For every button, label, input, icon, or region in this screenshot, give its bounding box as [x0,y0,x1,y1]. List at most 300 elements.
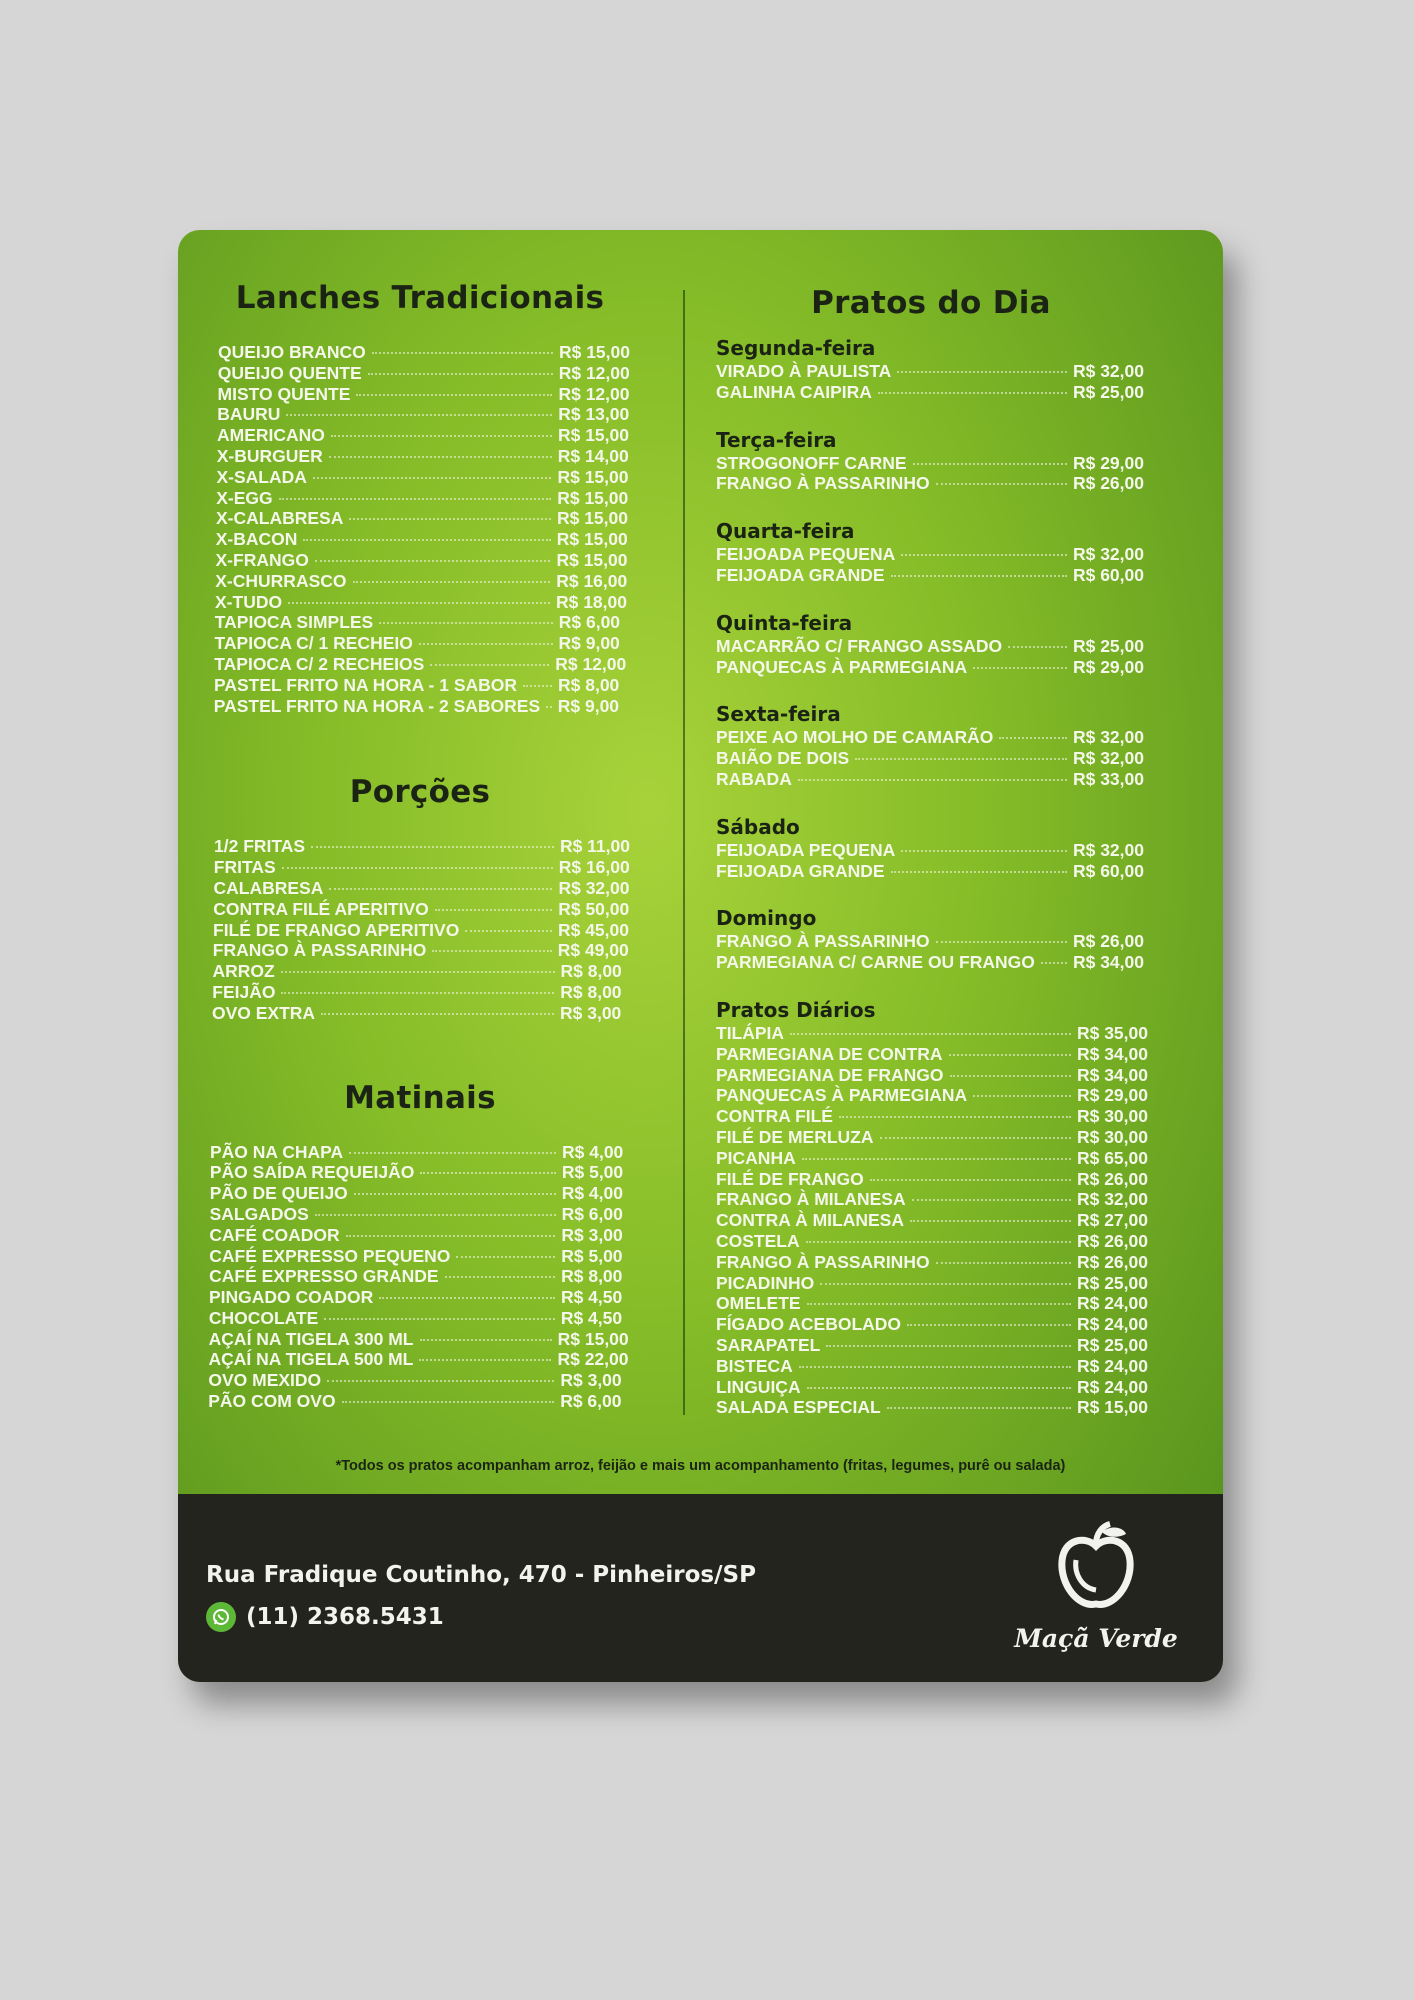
item-name: TAPIOCA C/ 2 RECHEIOS [214,653,425,674]
dotted-leader [880,1137,1071,1139]
weekday-dishes [716,335,1186,973]
dotted-leader [891,871,1067,873]
item-name: CONTRA FILÉ APERITIVO [213,898,429,919]
menu-item [716,565,1144,586]
dotted-leader [901,554,1067,556]
menu-item [209,1287,629,1308]
menu-item [716,952,1144,973]
dotted-leader [432,950,551,952]
item-name: FEIJOADA PEQUENA [716,839,896,860]
dotted-leader [331,435,552,437]
item-price: R$ 15,00 [1076,1397,1148,1418]
item-name: BISTECA [716,1355,793,1376]
item-name: X-TUDO [215,591,283,612]
item-price: R$ 30,00 [1076,1106,1148,1127]
matinais-list [210,1142,630,1412]
dotted-leader [342,1401,555,1403]
dotted-leader [354,1193,556,1195]
item-price: R$ 24,00 [1076,1293,1148,1314]
item-price: R$ 16,00 [558,857,630,878]
item-price: R$ 32,00 [1076,1189,1148,1210]
item-price: R$ 12,00 [555,653,627,674]
menu-item [212,982,628,1003]
item-price: R$ 26,00 [1076,1230,1148,1251]
item-name: FILÉ DE MERLUZA [716,1126,874,1147]
item-name: RABADA [716,768,792,789]
address: Rua Fradique Coutinho, 470 - Pinheiros/SP [206,1562,756,1588]
item-price: R$ 8,00 [561,1266,623,1287]
menu-item [209,1329,629,1350]
dotted-leader [891,575,1067,577]
dotted-leader [820,1283,1071,1285]
item-price: R$ 15,00 [557,425,629,446]
menu-item [210,1183,630,1204]
item-name: COSTELA [716,1230,800,1251]
item-name: FRITAS [213,857,276,878]
item-name: PÃO COM OVO [208,1391,336,1412]
item-price: R$ 11,00 [559,836,630,857]
day-title: Sábado [716,814,800,839]
item-name: PEIXE AO MOLHO DE CAMARÃO [716,727,994,748]
item-price: R$ 16,00 [556,570,628,591]
dotted-leader [910,1220,1071,1222]
menu-item [208,1391,628,1412]
item-name: LINGUIÇA [716,1376,801,1397]
matinais-section [210,1080,630,1412]
item-name: TAPIOCA SIMPLES [214,612,374,633]
item-price: R$ 32,00 [1072,748,1144,769]
menu-item [716,1189,1148,1210]
item-price: R$ 9,00 [557,695,620,716]
dotted-leader [1008,646,1067,648]
menu-item [716,636,1144,657]
item-name: MISTO QUENTE [217,383,351,404]
day-block [716,427,1186,495]
day-block [716,814,1186,882]
phone-row [206,1602,444,1632]
item-price: R$ 18,00 [555,591,627,612]
dotted-leader [379,622,553,624]
item-name: SALGADOS [209,1203,309,1224]
dotted-leader [936,941,1067,943]
item-price: R$ 15,00 [556,549,628,570]
item-name: TAPIOCA C/ 1 RECHEIO [214,633,413,654]
item-price: R$ 15,00 [556,529,628,550]
item-price: R$ 9,00 [558,633,620,654]
dotted-leader [949,1054,1071,1056]
dotted-leader [913,463,1067,465]
item-name: CAFÉ COADOR [209,1224,340,1245]
item-name: FEIJOADA GRANDE [716,860,885,881]
dotted-leader [799,1366,1071,1368]
menu-item [214,675,626,696]
menu-item [213,940,629,961]
item-price: R$ 27,00 [1076,1210,1148,1231]
dotted-leader [465,930,552,932]
item-price: R$ 4,50 [560,1287,623,1308]
dotted-leader [807,1387,1071,1389]
menu-item [716,1231,1148,1252]
day-block [716,905,1186,973]
item-name: FILÉ DE FRANGO APERITIVO [213,919,460,940]
dotted-leader [855,758,1067,760]
item-name: PICANHA [716,1147,796,1168]
menu-item [716,1397,1148,1418]
dotted-leader [379,1297,555,1299]
dotted-leader [372,352,553,354]
menu-item [716,544,1144,565]
lanches-list [213,342,630,716]
dotted-leader [281,992,554,994]
item-price: R$ 49,00 [557,940,629,961]
menu-item [716,1148,1148,1169]
item-price: R$ 15,00 [558,342,630,362]
item-name: SALADA ESPECIAL [716,1397,881,1418]
dotted-leader [420,1339,552,1341]
dotted-leader [288,602,550,604]
item-price: R$ 26,00 [1072,931,1144,952]
dotted-leader [973,1095,1071,1097]
dotted-leader [878,392,1067,394]
item-price: R$ 50,00 [558,898,630,919]
menu-item [716,840,1144,861]
menu-item [210,1204,630,1225]
menu-item [716,453,1144,474]
pratos-diarios-title: Pratos Diários [716,997,876,1022]
item-name: PÃO SAÍDA REQUEIJÃO [209,1162,415,1183]
brand-name: Maçã Verde [1014,1624,1178,1653]
item-name: FÍGADO ACEBOLADO [716,1314,902,1335]
day-items [716,727,1186,789]
menu-item [209,1225,629,1246]
dotted-leader [999,737,1067,739]
day-items [716,931,1186,973]
menu-item [716,1377,1148,1398]
pratos-diarios-list [716,1023,1186,1418]
menu-item [716,361,1144,382]
matinais-title: Matinais [344,1079,496,1116]
menu-item [214,696,626,717]
menu-item [716,1293,1148,1314]
item-name: X-FRANGO [215,549,309,570]
porcoes-section [210,774,630,1023]
item-name: PARMEGIANA DE FRANGO [716,1064,944,1085]
menu-item [716,861,1144,882]
item-name: OVO MEXIDO [208,1370,322,1391]
menu-item [218,342,630,363]
dotted-leader [368,373,553,375]
dotted-leader [329,888,552,890]
menu-item [716,473,1144,494]
dotted-leader [936,1262,1071,1264]
dotted-leader [315,1214,556,1216]
phone-number[interactable]: (11) 2368.5431 [246,1604,444,1630]
day-items [716,544,1186,586]
menu-item [716,1314,1148,1335]
item-name: FRANGO À PASSARINHO [716,931,930,952]
item-name: SARAPATEL [716,1334,821,1355]
menu-item [209,1266,629,1287]
menu-item [716,1085,1148,1106]
item-price: R$ 3,00 [560,1370,622,1391]
pratos-diarios-section [716,997,1186,1418]
day-title: Sexta-feira [716,702,841,727]
dotted-leader [430,664,549,666]
menu-item [217,467,629,488]
menu-item [213,920,629,941]
dotted-leader [303,539,550,541]
item-name: AÇAÍ NA TIGELA 300 ML [208,1328,414,1349]
menu-item [218,384,630,405]
menu-item [214,836,630,857]
item-price: R$ 29,00 [1072,656,1144,677]
day-items [716,361,1186,403]
item-name: BAIÃO DE DOIS [716,748,850,769]
menu-item [215,633,627,654]
dotted-leader [973,667,1067,669]
item-name: STROGONOFF CARNE [716,452,907,473]
lanches-section [210,280,630,716]
menu-item [716,931,1144,952]
item-name: X-BURGUER [216,445,323,466]
item-price: R$ 25,00 [1072,635,1144,656]
menu-item [716,1210,1148,1231]
item-price: R$ 13,00 [558,404,630,425]
item-price: R$ 32,00 [1072,361,1144,381]
item-name: PANQUECAS À PARMEGIANA [716,1085,968,1106]
item-price: R$ 24,00 [1076,1376,1148,1397]
item-name: VIRADO À PAULISTA [716,361,892,381]
menu-item [716,1106,1148,1127]
day-title: Quinta-feira [716,610,853,635]
dotted-leader [897,371,1067,373]
lanches-title: Lanches Tradicionais [235,280,605,316]
dotted-leader [349,1152,556,1154]
item-name: X-EGG [216,487,273,508]
day-title: Domingo [716,906,817,931]
dotted-leader [324,1318,554,1320]
item-price: R$ 60,00 [1072,860,1144,881]
dotted-leader [313,477,552,479]
porcoes-title: Porções [349,774,491,811]
dotted-leader [912,1199,1071,1201]
dotted-leader [353,581,551,583]
dotted-leader [806,1241,1071,1243]
item-name: QUEIJO BRANCO [218,342,366,362]
dotted-leader [907,1324,1071,1326]
item-price: R$ 26,00 [1072,473,1144,494]
item-name: AMERICANO [217,425,325,446]
item-name: PASTEL FRITO NA HORA - 1 SABOR [214,674,518,695]
item-price: R$ 12,00 [558,362,630,383]
item-price: R$ 29,00 [1072,452,1144,473]
item-name: AÇAÍ NA TIGELA 500 ML [208,1349,414,1370]
day-title: Quarta-feira [716,519,855,544]
item-price: R$ 12,00 [558,383,630,404]
item-price: R$ 45,00 [557,919,629,940]
item-price: R$ 60,00 [1072,564,1144,585]
item-name: X-CHURRASCO [215,570,347,591]
dotted-leader [321,1013,554,1015]
item-price: R$ 3,00 [560,1002,622,1023]
item-price: R$ 6,00 [561,1203,623,1224]
item-price: R$ 34,00 [1076,1064,1148,1085]
dotted-leader [419,1359,551,1361]
item-price: R$ 32,00 [1072,544,1144,565]
item-name: MACARRÃO C/ FRANGO ASSADO [716,635,1003,656]
item-name: CONTRA À MILANESA [716,1210,904,1231]
item-price: R$ 3,00 [561,1224,623,1245]
dotted-leader [523,685,552,687]
item-price: R$ 34,00 [1072,952,1144,973]
item-price: R$ 30,00 [1076,1126,1148,1147]
menu-item [716,1273,1148,1294]
menu-item [716,769,1144,790]
item-name: CHOCOLATE [208,1307,319,1328]
item-price: R$ 8,00 [560,981,622,1002]
item-name: PARMEGIANA DE CONTRA [716,1043,943,1064]
dotted-leader [790,1033,1071,1035]
dotted-leader [329,456,552,458]
item-name: FEIJOADA GRANDE [716,564,885,585]
dotted-leader [802,1158,1071,1160]
item-name: BAURU [217,404,281,425]
dotted-leader [315,560,551,562]
dotted-leader [281,971,555,973]
menu-item [716,1044,1148,1065]
dotted-leader [456,1256,555,1258]
item-price: R$ 32,00 [1072,727,1144,748]
item-price: R$ 5,00 [561,1162,624,1183]
item-name: PASTEL FRITO NA HORA - 2 SABORES [213,695,541,716]
menu-item [210,1162,630,1183]
brand-logo [1001,1516,1191,1653]
menu-item [213,961,629,982]
item-name: PÃO DE QUEIJO [209,1183,348,1204]
day-block [716,518,1186,586]
dotted-leader [349,518,551,520]
dotted-leader [419,643,553,645]
day-block [716,335,1186,403]
dotted-leader [901,850,1067,852]
dotted-leader [356,394,552,396]
dotted-leader [826,1345,1071,1347]
item-name: PARMEGIANA C/ CARNE OU FRANGO [716,952,1035,973]
menu-item [716,1335,1148,1356]
item-price: R$ 34,00 [1076,1043,1148,1064]
menu-item [716,657,1144,678]
footer-bar [178,1494,1223,1682]
item-price: R$ 32,00 [1072,839,1144,860]
item-price: R$ 8,00 [558,674,620,695]
menu-item [216,488,628,509]
dotted-leader [282,867,553,869]
dotted-leader [887,1407,1071,1409]
item-name: TILÁPIA [716,1022,785,1043]
menu-item [209,1308,629,1329]
day-title: Segunda-feira [716,336,876,360]
item-price: R$ 25,00 [1076,1334,1148,1355]
item-name: CAFÉ EXPRESSO PEQUENO [209,1245,451,1266]
menu-item [214,857,630,878]
menu-item [716,1023,1148,1044]
menu-item [209,1246,629,1267]
item-name: FRANGO À PASSARINHO [212,940,427,961]
item-name: FEIJOADA PEQUENA [716,544,896,565]
menu-item [716,382,1144,403]
item-price: R$ 8,00 [560,961,622,982]
item-name: QUEIJO QUENTE [217,362,362,383]
item-price: R$ 25,00 [1076,1272,1148,1293]
item-name: X-CALABRESA [216,508,344,529]
menu-item [216,529,628,550]
dotted-leader [435,909,552,911]
menu-item [716,727,1144,748]
item-name: CONTRA FILÉ [716,1106,833,1127]
dotted-leader [936,483,1067,485]
menu-card [178,230,1223,1682]
dotted-leader [546,706,552,708]
porcoes-list [214,836,630,1023]
menu-item [213,899,629,920]
item-name: GALINHA CAIPIRA [716,381,872,402]
menu-item [214,878,630,899]
menu-item [716,1065,1148,1086]
dotted-leader [445,1276,556,1278]
item-price: R$ 65,00 [1076,1147,1148,1168]
dotted-leader [807,1303,1071,1305]
footnote: *Todos os pratos acompanham arroz, feijão e mais um acompanhamento (fritas, legumes, purê ou salada) [335,1458,1066,1474]
day-items [716,840,1186,882]
item-name: OMELETE [716,1293,801,1314]
day-block [716,610,1186,678]
menu-item [716,1252,1148,1273]
item-name: PICADINHO [716,1272,815,1293]
dotted-leader [798,779,1067,781]
item-name: CAFÉ EXPRESSO GRANDE [209,1266,439,1287]
menu-item [215,571,627,592]
menu-item [217,404,629,425]
item-price: R$ 35,00 [1076,1022,1148,1043]
item-price: R$ 6,00 [560,1391,622,1412]
item-price: R$ 4,00 [562,1141,624,1162]
item-name: 1/2 FRITAS [214,836,306,857]
item-price: R$ 32,00 [558,877,630,898]
item-name: ARROZ [212,961,275,982]
item-name: FRANGO À PASSARINHO [716,1251,930,1272]
dotted-leader [870,1179,1071,1181]
right-column [716,285,1186,1418]
dotted-leader [839,1116,1071,1118]
menu-item [215,612,627,633]
menu-item [216,508,628,529]
dotted-leader [279,498,552,500]
item-price: R$ 15,00 [556,508,628,529]
item-price: R$ 22,00 [557,1349,629,1370]
menu-item [716,1127,1148,1148]
item-name: FRANGO À PASSARINHO [716,473,930,494]
whatsapp-icon [206,1602,236,1632]
item-price: R$ 15,00 [557,487,629,508]
item-price: R$ 26,00 [1076,1168,1148,1189]
dotted-leader [420,1172,555,1174]
item-price: R$ 26,00 [1076,1251,1148,1272]
item-price: R$ 15,00 [557,1328,629,1349]
menu-item [208,1370,628,1391]
apple-icon [1046,1601,1146,1620]
item-name: FILÉ DE FRANGO [716,1168,864,1189]
item-name: PINGADO COADOR [208,1287,374,1308]
